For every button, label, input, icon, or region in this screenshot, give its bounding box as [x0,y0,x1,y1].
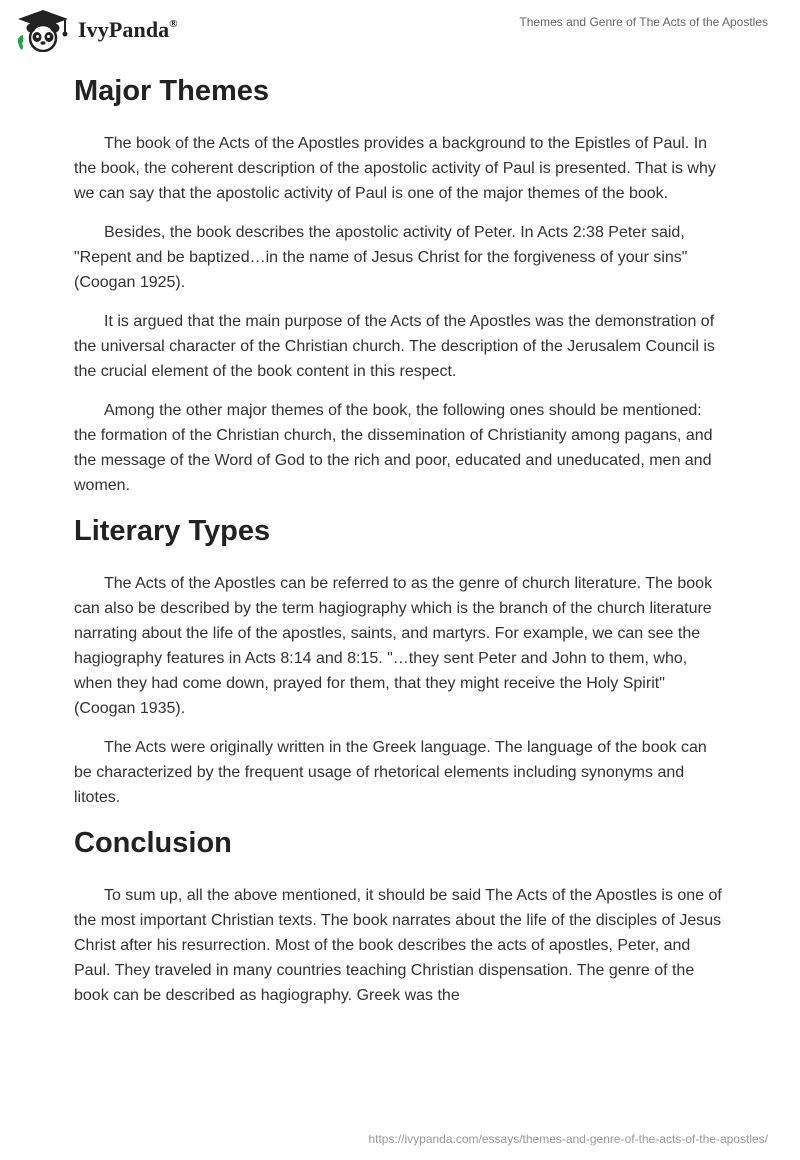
paragraph: The Acts were originally written in the Greek language. The language of the book can be characterized by the frequent usage of rhetorical elements including synonyms and litotes. [74,739,707,806]
document-title: Themes and Genre of The Acts of the Apostles [519,15,768,29]
paragraph: Among the other major themes of the book, the following ones should be mentioned: the formation of the Christian church, the dissemination of Christianity among pagans, and the message of the Word of God to the rich and poor, educated and uneducated, men and women. [74,402,713,494]
paragraph: It is argued that the main purpose of the Acts of the Apostles was the demonstration of the universal character of the Christian church. The description of the Jerusalem Council is the crucial element of the book content in this respect. [74,313,715,380]
brand-logo[interactable] [14,8,178,52]
brand-name [78,17,178,43]
essay-body [74,70,726,1008]
paragraph: Besides, the book describes the apostolic activity of Peter. In Acts 2:38 Peter said, "Repent and be baptized…in the name of Jesus Christ for the forgiveness of your sins" (Coogan 1925). [74,224,688,291]
paragraph: The book of the Acts of the Apostles provides a background to the Epistles of Paul. In the book, the coherent description of the apostolic activity of Paul is presented. That is why we can say that the apostolic activity of Paul is one of the major themes of the book. [74,135,716,202]
panda-graduation-cap-icon [14,8,72,52]
registered-mark: ® [169,17,178,30]
brand-text: IvyPanda [78,17,170,42]
section-heading-literary-types: Literary Types [74,515,271,547]
paragraph: To sum up, all the above mentioned, it should be said The Acts of the Apostles is one of the most important Christian texts. The book narrates about the life of the disciples of Jesus Christ after his resurrection. Most of the book describes the acts of apostles, Peter, and Paul. They traveled in many countries teaching Christian dispensation. The genre of the book can be described as hagiography. Greek was the [74,887,722,1004]
paragraph: The Acts of the Apostles can be referred to as the genre of church literature. The book can also be described by the term hagiography which is the branch of the church literature narrating about the life of the apostles, saints, and martyrs. For example, we can see the hagiography features in Acts 8:14 and 8:15. "…they sent Peter and John to them, who, when they had come down, prayed for them, that they might receive the Holy Spirit" (Coogan 1935). [74,575,713,717]
section-heading-conclusion: Conclusion [74,827,232,859]
page-header [0,0,800,60]
source-url[interactable]: https://ivypanda.com/essays/themes-and-genre-of-the-acts-of-the-apostles/ [368,1132,768,1146]
section-heading-major-themes: Major Themes [74,75,269,107]
